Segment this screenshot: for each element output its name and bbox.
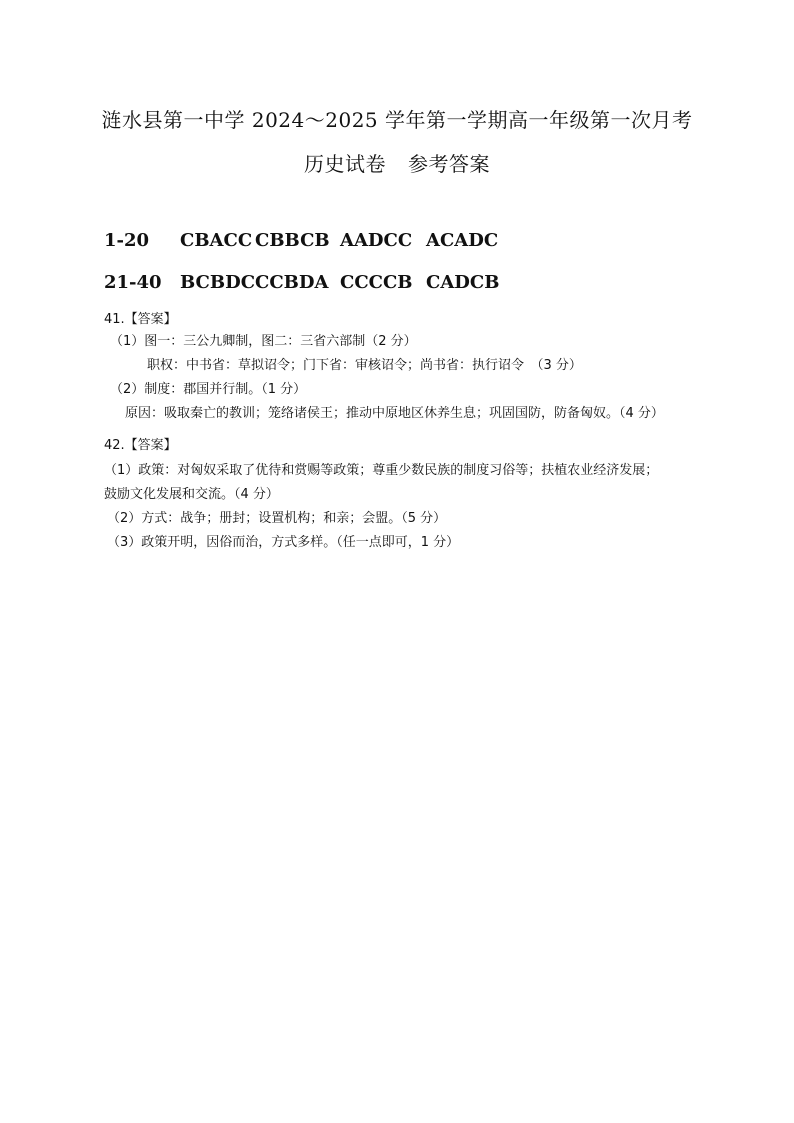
answer-group: CCBDA: [255, 272, 329, 293]
answer-group: ACADC: [426, 230, 499, 251]
exam-subtitle: [0, 148, 794, 177]
answer-group: CADCB: [426, 272, 500, 293]
q41-line: 原因：吸取秦亡的教训；笼络诸侯王；推动中原地区休养生息；巩固国防，防备匈奴。（4 分）: [125, 406, 664, 421]
answer-group: CCCCB: [340, 272, 413, 293]
exam-title: 涟水县第一中学 2024～2025 学年第一学期高一年级第一次月考: [101, 108, 693, 132]
answer-group: CBACC: [180, 230, 253, 251]
q42-heading: 42.【答案】: [104, 438, 177, 453]
q42-line: （1）政策：对匈奴采取了优待和赏赐等政策；尊重少数民族的制度习俗等；扶植农业经济发展；: [104, 463, 659, 478]
q42-line: （2）方式：战争；册封；设置机构；和亲；会盟。（5 分）: [107, 511, 447, 526]
answer-group: BCBDC: [180, 272, 256, 293]
q41-line: （1）图一：三公九卿制，图二：三省六部制（2 分）: [110, 334, 417, 349]
question-range: 1-20: [104, 230, 150, 251]
q41-line: （2）制度：郡国并行制。（1 分）: [110, 382, 307, 397]
question-range: 21-40: [104, 272, 162, 293]
answer-group: AADCC: [340, 230, 413, 251]
answer-group: CBBCB: [255, 230, 330, 251]
q42-line: （3）政策开明，因俗而治，方式多样。（任一点即可，1 分）: [107, 535, 460, 550]
subject-title: 历史试卷: [304, 152, 386, 176]
q41-line: 职权：中书省：草拟诏令；门下省：审核诏令；尚书省：执行诏令 （3 分）: [147, 358, 582, 373]
q41-heading: 41.【答案】: [104, 312, 177, 327]
q42-line: 鼓励文化发展和交流。（4 分）: [104, 487, 279, 502]
reference-answer-title: 参考答案: [408, 152, 490, 176]
